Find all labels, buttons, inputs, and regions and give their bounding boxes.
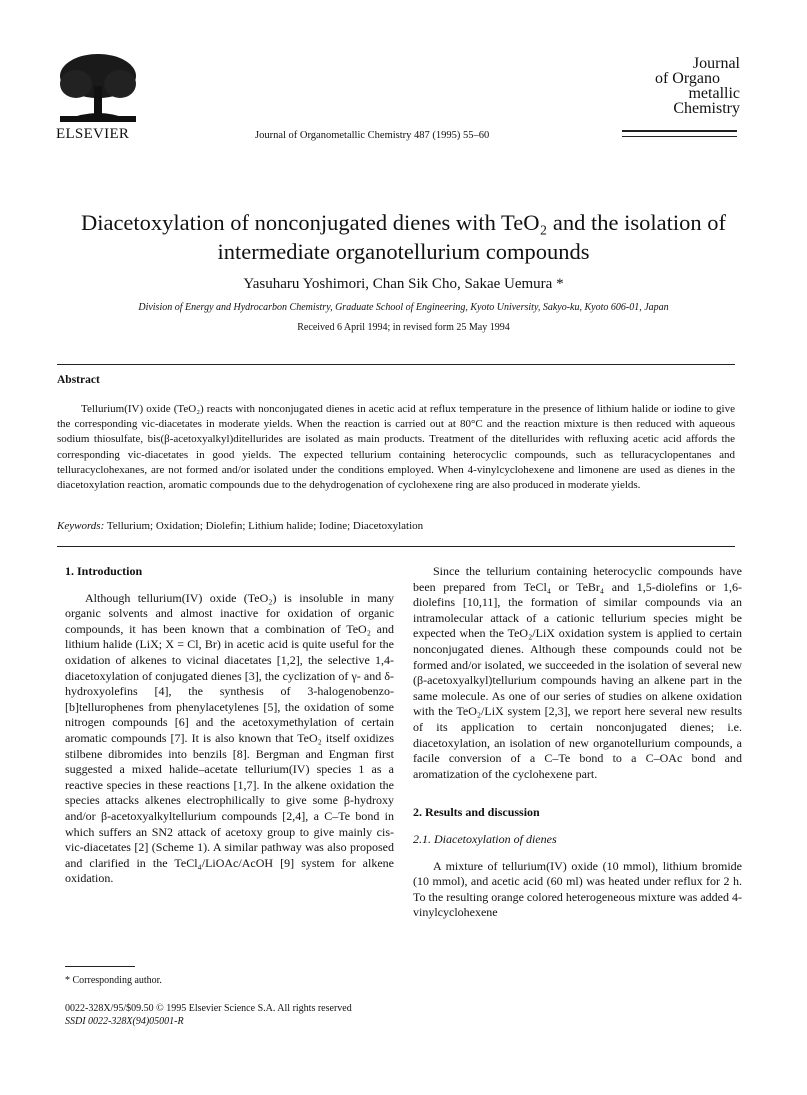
- abstract-text: Tellurium(IV) oxide (TeO₂) reacts with nonconjugated dienes in acetic acid at reflux temperature in the presence of lithium halide or iodine to give the corresponding vic-diacetates in moderate yields. When the reaction is carried out at 80°C and the reaction mixture is then reduced with aqueous sodium thiosulfate, bis(β-acetoxyalkyl)ditellurides are isolated as main products. Treatment of the ditellurides with refluxing acetic acid affords the corresponding vic-diacetates in good yields. The expected tellurium containing heterocyclic compounds, such as telluracyclopentanes and telluracyclohexanes, are not formed and/or isolated under the conditions employed. When 4-vinylcyclohexene and limonene are used as dienes in the diacetoxylation reaction, aromatic compounds due to the dehydrogenation of cyclohexene ring are also produced in moderate yields.: [57, 403, 735, 492]
- right-paragraph-1: Since the tellurium containing heterocyclic compounds have been prepared from TeCl₄ or TeBr₄ and 1,5-diolefins or 1,6-diolefins [10,11], the formation of similar compounds via an intramolecular attack of a cationic tellurium species might be expected when the TeO₂/LiX oxidation system is applied to certain nonconjugated dienes. Although these compounds could not be formed and/or isolated, we succeeded in the isolation of several new (β-acetoxyalkyl)tellurium compounds having an alkene part in the same molecule. As one of our series of studies on alkene oxidation with the TeO₂/LiX system [2,3], we report here several new results of its application to certain nonconjugated dienes; i.e. diacetoxylation, an isolation of new organotellurium compounds, a facile conversion of a C–Te bond to a C–OAc bond and aromatization of the cyclohexene part.: [413, 564, 742, 781]
- keywords-list: Tellurium; Oxidation; Diolefin; Lithium halide; Iodine; Diacetoxylation: [106, 520, 424, 532]
- subsection-heading: 2.1. Diacetoxylation of dienes: [413, 831, 557, 846]
- copyright-line: 0022-328X/95/$09.50 © 1995 Elsevier Science S.A. All rights reserved: [65, 1003, 352, 1014]
- copyright-block: [65, 1002, 352, 1028]
- footnote-rule: [65, 966, 135, 967]
- publisher-name: ELSEVIER: [56, 126, 130, 142]
- right-paragraph-2: A mixture of tellurium(IV) oxide (10 mmol), lithium bromide (10 mmol), and acetic acid (60 ml) was heated under reflux for 2 h. To the resulting orange colored heterogeneous mixture was added 4-vinylcyclohexene: [413, 858, 742, 920]
- affiliation: Division of Energy and Hydrocarbon Chemistry, Graduate School of Engineering, Kyoto University, Sakyo-ku, Kyoto 606-01, Japan: [138, 302, 669, 313]
- logo-line-2: of Organo: [654, 70, 720, 87]
- ssdi-line: SSDI 0022-328X(94)05001-R: [65, 1016, 184, 1027]
- section-heading-results: 2. Results and discussion: [413, 805, 540, 820]
- intro-paragraph: Although tellurium(IV) oxide (TeO₂) is insoluble in many organic solvents and almost inactive for oxidation of organic compounds, it has been known that a combination of TeO₂ and lithium halide (LiX; X = Cl, Br) in acetic acid is quite useful for the oxidation of alkenes to vicinal diacetates [1,2], the selective 1,4-diacetoxylation of conjugated dienes [3], the cyclization of γ- and δ-hydroxyolefins [4], the synthesis of 3-halogenobenzo-[b]tellurophenes from phenylacetylenes [5], the oxidation of some nitrogen compounds [6] and the acetoxymethylation of certain aromatic compounds [7]. It is also known that TeO₂ itself oxidizes stilbene dibromides into benzils [8]. Bergman and Engman first suggested a mixed halide–acetate tellurium(IV) species 1 as a reactive species in these reactions [1,7]. In the alkene oxidation the species attacks alkenes electrophilically to give some β-hydroxy and/or β-acetoxyalkyltellurium compounds [2,4], a C–Te bond in which suffers an SN2 attack of acetoxy group to give mainly cis-vic-diacetates [2] (Scheme 1). A similar pathway was also proposed and clarified in the TeCl₄/LiOAc/AcOH [9] system for alkene oxidation.: [65, 590, 394, 886]
- keywords: [57, 520, 423, 532]
- logo-line-3: metallic: [688, 85, 740, 102]
- abstract-heading: Abstract: [57, 374, 100, 386]
- logo-line-1: Journal: [692, 55, 740, 72]
- author-list: Yasuharu Yoshimori, Chan Sik Cho, Sakae Uemura *: [243, 276, 564, 292]
- journal-logo: [600, 56, 740, 116]
- logo-line-4: Chemistry: [673, 100, 740, 117]
- left-column: [65, 564, 394, 887]
- article-title: Diacetoxylation of nonconjugated dienes with TeO₂ and the isolation of intermediate organotellurium compounds: [80, 210, 727, 264]
- elsevier-tree-logo: [56, 50, 140, 124]
- right-column: [413, 564, 742, 921]
- footnote: * Corresponding author.: [65, 975, 162, 986]
- received-dates: Received 6 April 1994; in revised form 25 May 1994: [297, 322, 510, 333]
- logo-rule-1: [622, 130, 737, 132]
- section-heading-introduction: 1. Introduction: [65, 564, 143, 578]
- divider-bottom: [57, 546, 735, 547]
- keywords-label: Keywords:: [57, 520, 105, 532]
- divider-top: [57, 364, 735, 365]
- logo-rule-2: [622, 136, 737, 137]
- journal-reference: Journal of Organometallic Chemistry 487 (1995) 55–60: [255, 130, 490, 141]
